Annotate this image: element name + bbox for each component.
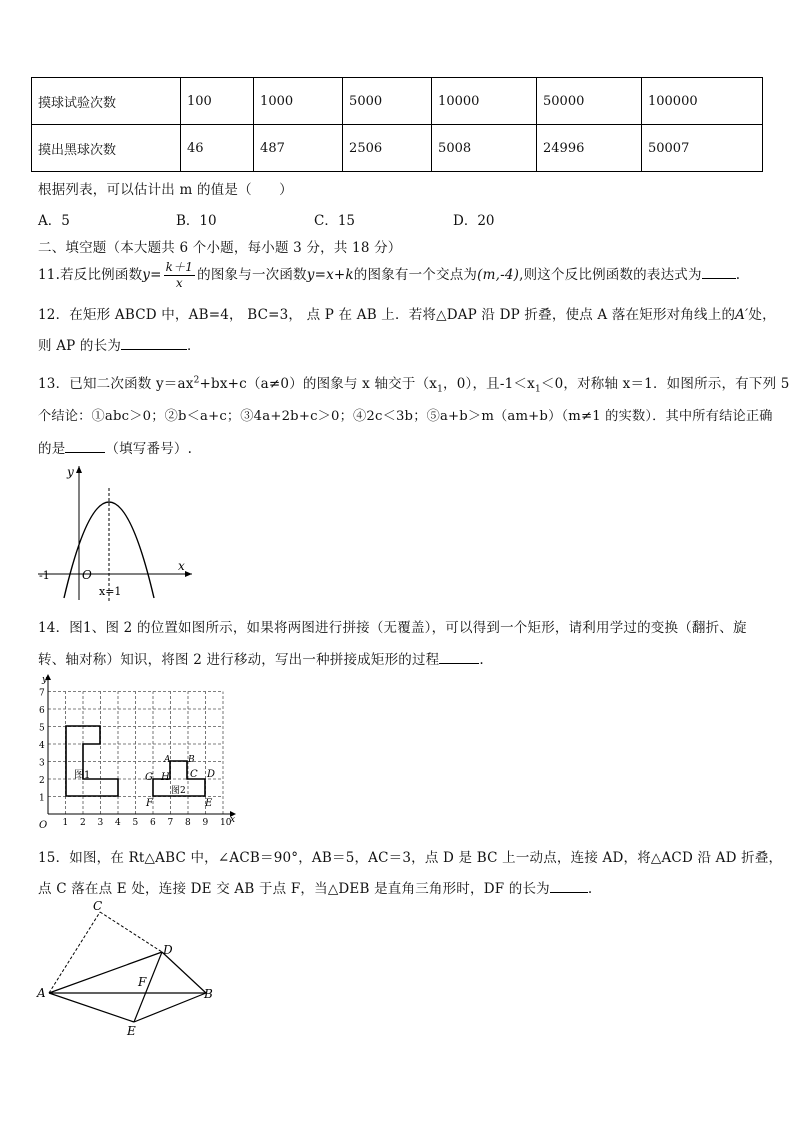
q12-text: ． (187, 338, 201, 354)
point-b-label: B (204, 987, 213, 1001)
point-g-label: G (145, 772, 153, 783)
q13-sup: 2 (193, 375, 200, 386)
q11-text: 11.若反比例函数 (38, 267, 143, 283)
x-tick-label: 6 (150, 818, 156, 828)
triangle-figure (32, 898, 222, 1038)
origin-label: O (39, 820, 48, 831)
table-cell: 5008 (432, 125, 537, 172)
table-cell: 100 (181, 78, 254, 125)
question-14-line1: 14．图1、图 2 的位置如图所示，如果将两图进行拼接（无覆盖），可以得到一个矩形，请利用学过的变换（翻折、旋 (38, 620, 747, 636)
x-tick-label: 4 (115, 818, 121, 828)
x-tick-label: 3 (97, 818, 104, 828)
point-e-label: E (205, 798, 213, 809)
question-14-line2 (38, 648, 484, 668)
parabola-figure (30, 458, 200, 606)
y-tick-label: 2 (39, 776, 45, 786)
x-label: x (230, 815, 236, 825)
q10-option-a: A．5 (38, 213, 70, 229)
answer-blank[interactable] (439, 649, 479, 664)
point-c-label: C (93, 899, 103, 913)
y-tick-label: 4 (39, 741, 45, 751)
point-h-label: H (161, 772, 170, 783)
q11-text: . (735, 267, 741, 283)
x-tick-label: 5 (132, 818, 139, 828)
q13-text: （填写番号）. (105, 441, 193, 457)
question-12-line1 (38, 303, 776, 323)
figure-2-label: 图2 (171, 786, 186, 796)
x-tick-label: 10 (220, 818, 232, 828)
y-label: y (42, 675, 48, 685)
table-cell: 24996 (537, 125, 642, 172)
q15-text: 点 C 落在点 E 处，连接 DE 交 AB 于点 F，当△DEB 是直角三角形时，DF 的长为 (38, 881, 550, 897)
q12-text: 12．在矩形 ABCD 中，AB=4， BC=3， 点 P 在 AB 上．若将△DAP 沿 DP 折叠，使点 A 落在矩形对角线上的 (38, 307, 736, 323)
point-f-label: F (138, 975, 147, 989)
q11-text: 的图象与一次函数 (197, 267, 307, 283)
grid-figure (30, 672, 240, 832)
q13-text: ＜0，对称轴 x＝1．如图所示，有下列 5 (540, 376, 790, 392)
q10-option-b: B．10 (176, 213, 217, 229)
y-tick-label: 6 (39, 706, 45, 716)
x-tick-label: 9 (202, 818, 209, 828)
question-12-line2 (38, 334, 201, 354)
y-arrow-icon (76, 466, 82, 473)
segment-ac (49, 912, 100, 993)
x-tick-label: 8 (185, 818, 191, 828)
table-cell: 10000 (432, 78, 537, 125)
question-15-line1: 15．如图，在 Rt△ABC 中，∠ACB＝90°，AB＝5，AC＝3，点 D 是 BC 上一动点，连接 AD，将△ACD 沿 AD 折叠， (38, 850, 783, 866)
q14-text: 转、轴对称）知识，将图 2 进行移动，写出一种拼接成矩形的过程 (38, 652, 440, 668)
point-f-label: F (146, 798, 153, 809)
q11-frac-den: x (175, 276, 183, 290)
point-e-label: E (127, 1024, 136, 1038)
x-tick-label: 1 (62, 818, 69, 828)
figure-1-label: 图1 (74, 770, 91, 781)
point-d-label: D (163, 943, 173, 957)
point-b-label: B (188, 755, 195, 765)
table-cell: 5000 (343, 78, 432, 125)
table-cell: 50007 (641, 125, 762, 172)
q11-text: 的图象有一个交点为 (353, 267, 478, 283)
trials-table (31, 77, 763, 172)
point-a-label: A (164, 755, 171, 765)
q13-sub: 1 (437, 384, 444, 395)
q11-linear: y=x+k (306, 267, 354, 283)
y-tick-label: 5 (39, 723, 45, 734)
x-arrow-icon (185, 571, 192, 577)
origin-label: O (82, 568, 92, 582)
table-cell: 46 (181, 125, 254, 172)
q13-text: 的是 (38, 441, 66, 457)
answer-blank[interactable] (65, 438, 105, 453)
q13-text: ，0），且-1＜x (443, 376, 535, 392)
minus-one-label: -1 (39, 569, 50, 582)
q11-y: y= (142, 267, 162, 283)
segment-db (162, 952, 206, 993)
table-cell: 487 (254, 125, 343, 172)
q14-text: . (479, 652, 484, 668)
x-tick-label: 2 (80, 818, 86, 828)
question-11 (38, 257, 740, 293)
q10-option-c: C．15 (314, 213, 356, 229)
q13-sub: 1 (534, 384, 541, 395)
table-cell: 100000 (641, 78, 762, 125)
y-tick-label: 7 (39, 688, 45, 699)
q11-point: (m,-4) (477, 267, 520, 283)
table-row (32, 78, 763, 125)
table-cell: 摸球试验次数 (32, 78, 181, 125)
q13-text: 13．已知二次函数 y＝ax (38, 376, 194, 392)
q12-text: 处， (748, 307, 776, 323)
q11-fraction (164, 260, 196, 291)
x-label: x (178, 559, 185, 573)
y-tick-label: 1 (39, 793, 45, 804)
table-row (32, 125, 763, 172)
axis-label: x=1 (99, 585, 122, 598)
table-cell: 2506 (343, 125, 432, 172)
q12-aprime: A′ (735, 307, 749, 323)
section-heading: 二、填空题（本大题共 6 个小题，每小题 3 分，共 18 分） (38, 240, 402, 256)
point-d-label: D (207, 769, 216, 780)
q11-text: ,则这个反比例函数的表达式为 (519, 267, 702, 283)
y-label: y (67, 465, 74, 479)
segment-eb (134, 993, 206, 1022)
question-13-line1 (38, 372, 790, 395)
q10-stem: 根据列表，可以估计出 m 的值是（ ） (38, 182, 293, 198)
point-a-label: A (37, 986, 46, 1000)
answer-blank[interactable] (550, 878, 588, 893)
q10-option-d: D．20 (453, 213, 495, 229)
segment-ae (49, 993, 134, 1022)
question-13-line2: 个结论：①abc＞0；②b＜a+c；③4a+2b+c＞0；④2c＜3b；⑤a+b＞m（am+b）（m≠1 的实数）．其中所有结论正确 (38, 409, 773, 424)
answer-blank[interactable] (121, 335, 187, 350)
question-13-line3 (38, 437, 192, 457)
x-tick-label: 7 (167, 818, 174, 828)
segment-cd (100, 912, 162, 952)
question-15-line2 (38, 877, 592, 897)
point-c-label: C (190, 769, 198, 780)
table-cell: 摸出黑球次数 (32, 125, 181, 172)
table-cell: 50000 (537, 78, 642, 125)
table-cell: 1000 (254, 78, 343, 125)
answer-blank[interactable] (702, 264, 736, 279)
q11-frac-num: k＋1 (165, 260, 194, 274)
q12-text: 则 AP 的长为 (38, 338, 122, 354)
figure-1-shape (66, 726, 118, 796)
q13-text: +bx+c（a≠0）的图象与 x 轴交于（x (199, 376, 438, 392)
y-tick-label: 3 (39, 758, 45, 769)
q15-text: . (587, 881, 593, 897)
